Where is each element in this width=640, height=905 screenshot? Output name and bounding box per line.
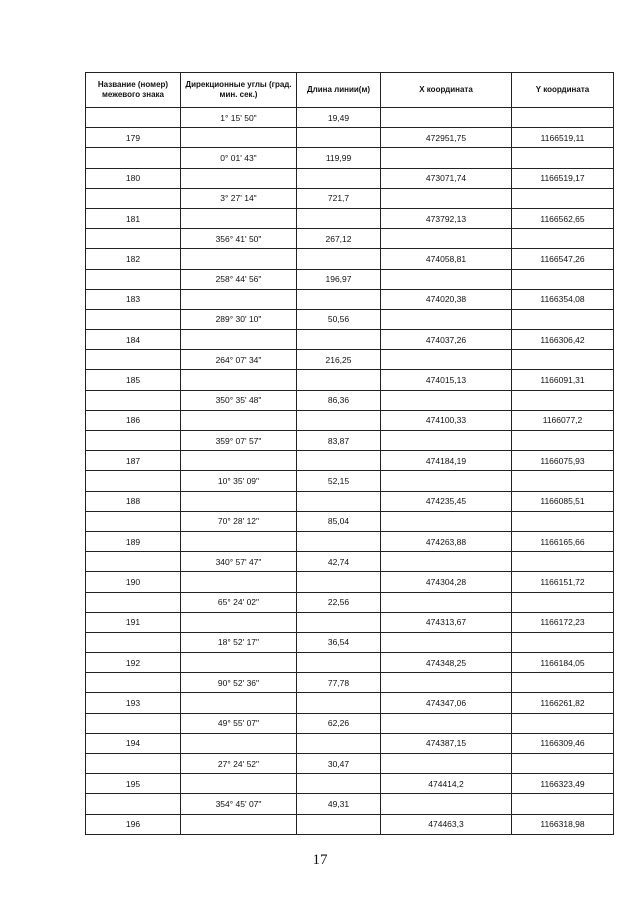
x-coordinate-cell <box>381 592 512 612</box>
table-row <box>86 350 614 370</box>
direction-angle-cell: 1° 15' 50" <box>181 108 297 128</box>
table-row <box>86 531 614 551</box>
direction-angle-cell <box>181 289 297 309</box>
marker-name-cell <box>86 794 181 814</box>
line-length-cell <box>297 128 381 148</box>
table-row <box>86 612 614 632</box>
line-length-cell: 19,49 <box>297 108 381 128</box>
table-row <box>86 653 614 673</box>
table-row <box>86 754 614 774</box>
line-length-cell: 30,47 <box>297 754 381 774</box>
marker-name-cell <box>86 431 181 451</box>
line-length-cell: 196,97 <box>297 269 381 289</box>
direction-angle-cell: 90° 52' 36" <box>181 673 297 693</box>
table-header-row <box>86 73 614 108</box>
x-coordinate-cell <box>381 754 512 774</box>
line-length-cell <box>297 410 381 430</box>
header-direction-angle: Дирекционные углы (град. мин. сек.) <box>181 73 297 108</box>
marker-name-cell <box>86 754 181 774</box>
y-coordinate-cell <box>512 229 614 249</box>
line-length-cell: 721,7 <box>297 188 381 208</box>
marker-name-cell: 185 <box>86 370 181 390</box>
y-coordinate-cell: 1166354,08 <box>512 289 614 309</box>
table-row <box>86 370 614 390</box>
line-length-cell: 85,04 <box>297 511 381 531</box>
direction-angle-cell: 18° 52' 17" <box>181 632 297 652</box>
direction-angle-cell: 359° 07' 57" <box>181 431 297 451</box>
x-coordinate-cell: 473792,13 <box>381 208 512 228</box>
line-length-cell <box>297 208 381 228</box>
line-length-cell <box>297 370 381 390</box>
direction-angle-cell: 258° 44' 56" <box>181 269 297 289</box>
y-coordinate-cell <box>512 431 614 451</box>
direction-angle-cell <box>181 572 297 592</box>
table-row <box>86 208 614 228</box>
y-coordinate-cell: 1166077,2 <box>512 410 614 430</box>
table-row <box>86 148 614 168</box>
line-length-cell: 77,78 <box>297 673 381 693</box>
line-length-cell: 22,56 <box>297 592 381 612</box>
x-coordinate-cell: 474184,19 <box>381 451 512 471</box>
x-coordinate-cell: 472951,75 <box>381 128 512 148</box>
y-coordinate-cell: 1166318,98 <box>512 814 614 834</box>
marker-name-cell <box>86 673 181 693</box>
line-length-cell <box>297 491 381 511</box>
table-row <box>86 330 614 350</box>
table-row <box>86 774 614 794</box>
marker-name-cell <box>86 108 181 128</box>
direction-angle-cell <box>181 451 297 471</box>
x-coordinate-cell: 474100,33 <box>381 410 512 430</box>
x-coordinate-cell <box>381 511 512 531</box>
y-coordinate-cell: 1166184,05 <box>512 653 614 673</box>
marker-name-cell: 184 <box>86 330 181 350</box>
y-coordinate-cell <box>512 350 614 370</box>
table-row <box>86 572 614 592</box>
marker-name-cell <box>86 511 181 531</box>
table-row <box>86 410 614 430</box>
marker-name-cell: 190 <box>86 572 181 592</box>
direction-angle-cell: 49° 55' 07" <box>181 713 297 733</box>
line-length-cell: 49,31 <box>297 794 381 814</box>
direction-angle-cell: 0° 01' 43" <box>181 148 297 168</box>
direction-angle-cell: 340° 57' 47" <box>181 552 297 572</box>
marker-name-cell <box>86 269 181 289</box>
line-length-cell <box>297 249 381 269</box>
y-coordinate-cell: 1166075,93 <box>512 451 614 471</box>
table-row <box>86 309 614 329</box>
y-coordinate-cell <box>512 269 614 289</box>
y-coordinate-cell: 1166085,51 <box>512 491 614 511</box>
x-coordinate-cell <box>381 794 512 814</box>
line-length-cell <box>297 733 381 753</box>
y-coordinate-cell <box>512 309 614 329</box>
y-coordinate-cell <box>512 108 614 128</box>
header-x-coordinate: X координата <box>381 73 512 108</box>
direction-angle-cell <box>181 249 297 269</box>
y-coordinate-cell <box>512 713 614 733</box>
line-length-cell: 119,99 <box>297 148 381 168</box>
header-line-length: Длина линии(м) <box>297 73 381 108</box>
direction-angle-cell <box>181 370 297 390</box>
marker-name-cell: 181 <box>86 208 181 228</box>
x-coordinate-cell: 474347,06 <box>381 693 512 713</box>
marker-name-cell: 180 <box>86 168 181 188</box>
line-length-cell: 50,56 <box>297 309 381 329</box>
marker-name-cell <box>86 471 181 491</box>
x-coordinate-cell <box>381 108 512 128</box>
marker-name-cell: 196 <box>86 814 181 834</box>
line-length-cell <box>297 572 381 592</box>
x-coordinate-cell <box>381 431 512 451</box>
header-marker-name: Название (номер) межевого знака <box>86 73 181 108</box>
direction-angle-cell <box>181 128 297 148</box>
direction-angle-cell: 27° 24' 52" <box>181 754 297 774</box>
x-coordinate-cell: 474304,28 <box>381 572 512 592</box>
y-coordinate-cell: 1166306,42 <box>512 330 614 350</box>
page-number: 17 <box>312 852 328 868</box>
table-row <box>86 168 614 188</box>
direction-angle-cell: 264° 07' 34" <box>181 350 297 370</box>
table-row <box>86 128 614 148</box>
marker-name-cell <box>86 229 181 249</box>
y-coordinate-cell <box>512 188 614 208</box>
direction-angle-cell <box>181 491 297 511</box>
table-row <box>86 471 614 491</box>
table-row <box>86 188 614 208</box>
marker-name-cell: 186 <box>86 410 181 430</box>
direction-angle-cell <box>181 612 297 632</box>
x-coordinate-cell <box>381 309 512 329</box>
table-row <box>86 269 614 289</box>
direction-angle-cell: 70° 28' 12" <box>181 511 297 531</box>
direction-angle-cell <box>181 168 297 188</box>
marker-name-cell <box>86 390 181 410</box>
x-coordinate-cell: 474037,26 <box>381 330 512 350</box>
line-length-cell <box>297 612 381 632</box>
marker-name-cell <box>86 713 181 733</box>
x-coordinate-cell <box>381 713 512 733</box>
y-coordinate-cell: 1166562,65 <box>512 208 614 228</box>
y-coordinate-cell <box>512 754 614 774</box>
marker-name-cell: 192 <box>86 653 181 673</box>
marker-name-cell: 187 <box>86 451 181 471</box>
table-row <box>86 673 614 693</box>
y-coordinate-cell <box>512 471 614 491</box>
y-coordinate-cell <box>512 511 614 531</box>
direction-angle-cell: 65° 24' 02" <box>181 592 297 612</box>
line-length-cell: 83,87 <box>297 431 381 451</box>
y-coordinate-cell <box>512 632 614 652</box>
y-coordinate-cell: 1166091,31 <box>512 370 614 390</box>
y-coordinate-cell <box>512 592 614 612</box>
table-row <box>86 794 614 814</box>
line-length-cell <box>297 693 381 713</box>
direction-angle-cell: 3° 27' 14" <box>181 188 297 208</box>
direction-angle-cell <box>181 693 297 713</box>
x-coordinate-cell: 474313,67 <box>381 612 512 632</box>
table-row <box>86 592 614 612</box>
table-row <box>86 229 614 249</box>
direction-angle-cell <box>181 531 297 551</box>
marker-name-cell <box>86 592 181 612</box>
direction-angle-cell <box>181 208 297 228</box>
table-row <box>86 249 614 269</box>
direction-angle-cell <box>181 410 297 430</box>
table-row <box>86 733 614 753</box>
direction-angle-cell <box>181 774 297 794</box>
x-coordinate-cell <box>381 188 512 208</box>
y-coordinate-cell <box>512 794 614 814</box>
line-length-cell <box>297 451 381 471</box>
x-coordinate-cell <box>381 552 512 572</box>
table-row <box>86 632 614 652</box>
marker-name-cell: 179 <box>86 128 181 148</box>
line-length-cell: 62,26 <box>297 713 381 733</box>
marker-name-cell <box>86 188 181 208</box>
y-coordinate-cell: 1166165,66 <box>512 531 614 551</box>
x-coordinate-cell <box>381 269 512 289</box>
direction-angle-cell <box>181 653 297 673</box>
direction-angle-cell <box>181 814 297 834</box>
header-y-coordinate: Y координата <box>512 73 614 108</box>
x-coordinate-cell: 473071,74 <box>381 168 512 188</box>
table-row <box>86 713 614 733</box>
y-coordinate-cell: 1166519,17 <box>512 168 614 188</box>
x-coordinate-cell <box>381 390 512 410</box>
y-coordinate-cell: 1166309,46 <box>512 733 614 753</box>
line-length-cell: 42,74 <box>297 552 381 572</box>
table-row <box>86 289 614 309</box>
marker-name-cell: 195 <box>86 774 181 794</box>
line-length-cell: 36,54 <box>297 632 381 652</box>
table-row <box>86 431 614 451</box>
x-coordinate-cell: 474463,3 <box>381 814 512 834</box>
x-coordinate-cell <box>381 673 512 693</box>
x-coordinate-cell: 474348,25 <box>381 653 512 673</box>
line-length-cell: 267,12 <box>297 229 381 249</box>
direction-angle-cell: 354° 45' 07" <box>181 794 297 814</box>
y-coordinate-cell: 1166547,26 <box>512 249 614 269</box>
line-length-cell <box>297 774 381 794</box>
line-length-cell <box>297 168 381 188</box>
line-length-cell: 52,15 <box>297 471 381 491</box>
line-length-cell: 216,25 <box>297 350 381 370</box>
table-row <box>86 552 614 572</box>
line-length-cell <box>297 653 381 673</box>
y-coordinate-cell: 1166519,11 <box>512 128 614 148</box>
marker-name-cell <box>86 350 181 370</box>
marker-name-cell <box>86 309 181 329</box>
table-row <box>86 511 614 531</box>
boundary-coordinates-table <box>85 72 614 835</box>
x-coordinate-cell: 474020,38 <box>381 289 512 309</box>
direction-angle-cell: 10° 35' 09" <box>181 471 297 491</box>
x-coordinate-cell: 474263,88 <box>381 531 512 551</box>
x-coordinate-cell <box>381 229 512 249</box>
x-coordinate-cell: 474235,45 <box>381 491 512 511</box>
x-coordinate-cell <box>381 632 512 652</box>
y-coordinate-cell <box>512 552 614 572</box>
y-coordinate-cell: 1166261,82 <box>512 693 614 713</box>
x-coordinate-cell: 474387,15 <box>381 733 512 753</box>
line-length-cell <box>297 330 381 350</box>
table-row <box>86 693 614 713</box>
marker-name-cell: 189 <box>86 531 181 551</box>
table-row <box>86 814 614 834</box>
line-length-cell <box>297 289 381 309</box>
marker-name-cell: 182 <box>86 249 181 269</box>
x-coordinate-cell: 474414,2 <box>381 774 512 794</box>
x-coordinate-cell: 474058,81 <box>381 249 512 269</box>
direction-angle-cell <box>181 330 297 350</box>
x-coordinate-cell <box>381 471 512 491</box>
x-coordinate-cell <box>381 148 512 168</box>
direction-angle-cell: 289° 30' 10" <box>181 309 297 329</box>
table-row <box>86 108 614 128</box>
y-coordinate-cell <box>512 148 614 168</box>
marker-name-cell: 183 <box>86 289 181 309</box>
x-coordinate-cell <box>381 350 512 370</box>
marker-name-cell: 194 <box>86 733 181 753</box>
marker-name-cell <box>86 632 181 652</box>
y-coordinate-cell: 1166172,23 <box>512 612 614 632</box>
direction-angle-cell: 350° 35' 48" <box>181 390 297 410</box>
y-coordinate-cell <box>512 390 614 410</box>
marker-name-cell <box>86 148 181 168</box>
y-coordinate-cell: 1166151,72 <box>512 572 614 592</box>
line-length-cell <box>297 531 381 551</box>
y-coordinate-cell: 1166323,49 <box>512 774 614 794</box>
marker-name-cell <box>86 552 181 572</box>
marker-name-cell: 188 <box>86 491 181 511</box>
x-coordinate-cell: 474015,13 <box>381 370 512 390</box>
table-row <box>86 451 614 471</box>
line-length-cell <box>297 814 381 834</box>
marker-name-cell: 193 <box>86 693 181 713</box>
table-row <box>86 390 614 410</box>
direction-angle-cell <box>181 733 297 753</box>
direction-angle-cell: 356° 41' 50" <box>181 229 297 249</box>
y-coordinate-cell <box>512 673 614 693</box>
line-length-cell: 86,36 <box>297 390 381 410</box>
table-row <box>86 491 614 511</box>
marker-name-cell: 191 <box>86 612 181 632</box>
